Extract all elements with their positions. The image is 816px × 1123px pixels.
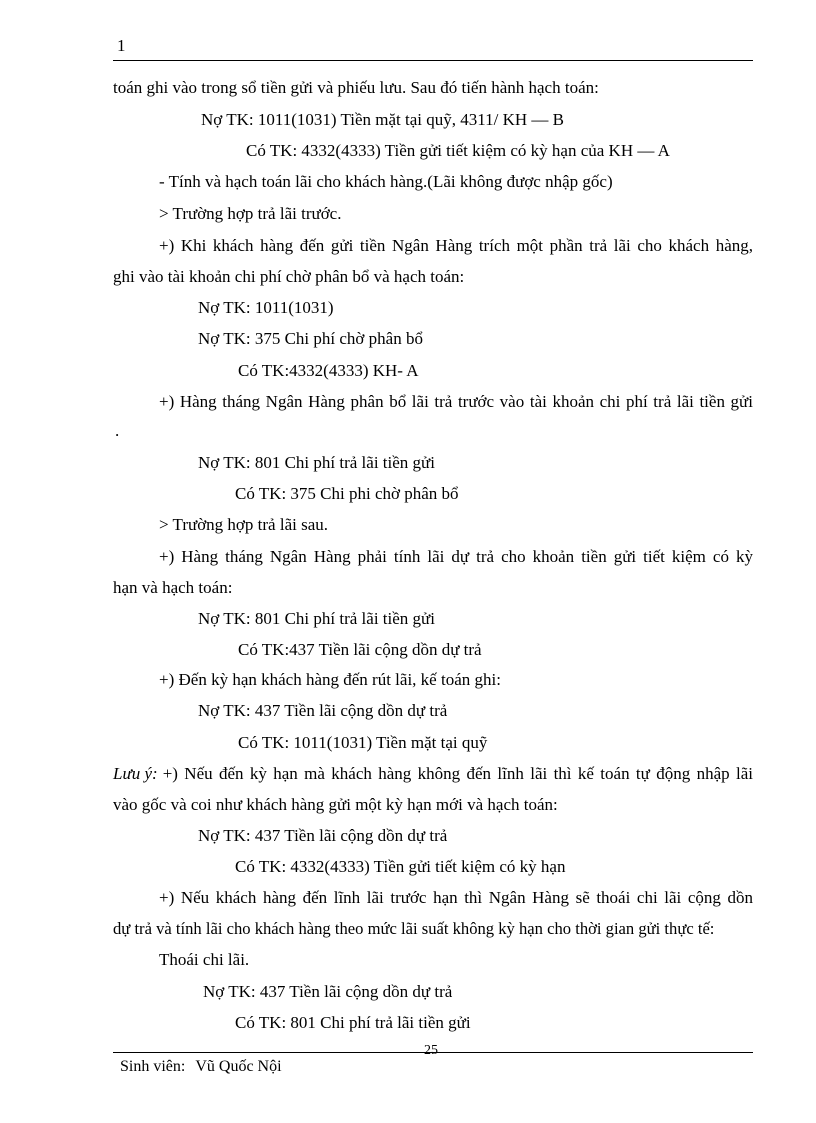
- text-line: Nợ TK: 801 Chi phí trả lãi tiền gửi: [198, 609, 435, 628]
- text-line: ghi vào tài khoản chi phí chờ phân bổ và hạch toán:: [113, 267, 465, 286]
- text-line: Có TK:4332(4333) KH- A: [238, 361, 419, 380]
- text-line: Nợ TK: 437 Tiền lãi cộng dồn dự trả: [203, 982, 453, 1001]
- text-line: Có TK: 375 Chi phi chờ phân bổ: [235, 484, 459, 503]
- text-line: Nợ TK: 1011(1031) Tiền mặt tại quỹ, 4311/ KH — B: [201, 110, 565, 129]
- page-header-marker: 1: [117, 36, 126, 55]
- text-line: > Trường hợp trả lãi trước.: [159, 204, 342, 223]
- text-line: Nợ TK: 437 Tiền lãi cộng dồn dự trả: [198, 701, 448, 720]
- footer-student: [120, 1058, 282, 1076]
- header-rule: [113, 60, 753, 61]
- text-line: .: [115, 421, 120, 440]
- text-line: Có TK: 4332(4333) Tiền gửi tiết kiệm có kỳ hạn của KH — A: [246, 141, 670, 160]
- text-line: +) Đến kỳ hạn khách hàng đến rút lãi, kế toán ghi:: [159, 670, 501, 689]
- student-name: Vũ Quốc Nội: [195, 1058, 282, 1075]
- text-line: Nợ TK: 801 Chi phí trả lãi tiền gửi: [198, 453, 435, 472]
- text-line: +) Hàng tháng Ngân Hàng phân bổ lãi trả trước vào tài khoản chi phí trả lãi tiền gửi: [159, 392, 753, 411]
- text-line: Có TK: 4332(4333) Tiền gửi tiết kiệm có kỳ hạn: [235, 857, 566, 876]
- text-line: Thoái chi lãi.: [159, 950, 250, 969]
- text-line: Có TK:437 Tiền lãi cộng dồn dự trả: [238, 640, 482, 659]
- student-label: Sinh viên:: [120, 1058, 186, 1075]
- text-line: toán ghi vào trong sổ tiền gửi và phiếu lưu. Sau đó tiến hành hạch toán:: [113, 78, 599, 97]
- text-line: Nợ TK: 375 Chi phí chờ phân bổ: [198, 329, 423, 348]
- text-line: +) Nếu khách hàng đến lĩnh lãi trước hạn thì Ngân Hàng sẽ thoái chi lãi cộng dồn: [159, 888, 753, 907]
- text-line: +) Khi khách hàng đến gửi tiền Ngân Hàng trích một phần trả lãi cho khách hàng,: [159, 236, 753, 255]
- text-line: - Tính và hạch toán lãi cho khách hàng.(Lãi không được nhập gốc): [159, 172, 613, 191]
- text-line: Nợ TK: 437 Tiền lãi cộng dồn dự trả: [198, 826, 448, 845]
- text-line: Có TK: 1011(1031) Tiền mặt tại quỹ: [238, 733, 488, 752]
- text-line: +) Hàng tháng Ngân Hàng phải tính lãi dự trả cho khoản tiền gửi tiết kiệm có kỳ: [159, 547, 753, 566]
- text-line: vào gốc và coi như khách hàng gửi một kỳ hạn mới và hạch toán:: [113, 795, 558, 814]
- text-line: > Trường hợp trả lãi sau.: [159, 515, 329, 534]
- text-line: hạn và hạch toán:: [113, 578, 233, 597]
- text-line: Nợ TK: 1011(1031): [198, 298, 334, 317]
- text-line: dự trả và tính lãi cho khách hàng theo mức lãi suất không kỳ hạn cho thời gian gửi thực tế:: [113, 919, 715, 938]
- note-line: [113, 764, 753, 784]
- text-line: Có TK: 801 Chi phí trả lãi tiền gửi: [235, 1013, 471, 1032]
- note-label: Lưu ý:: [113, 764, 158, 783]
- footer-page-number: 25: [424, 1043, 438, 1058]
- note-text: +) Nếu đến kỳ hạn mà khách hàng không đến lĩnh lãi thì kế toán tự động nhập lãi: [162, 764, 753, 783]
